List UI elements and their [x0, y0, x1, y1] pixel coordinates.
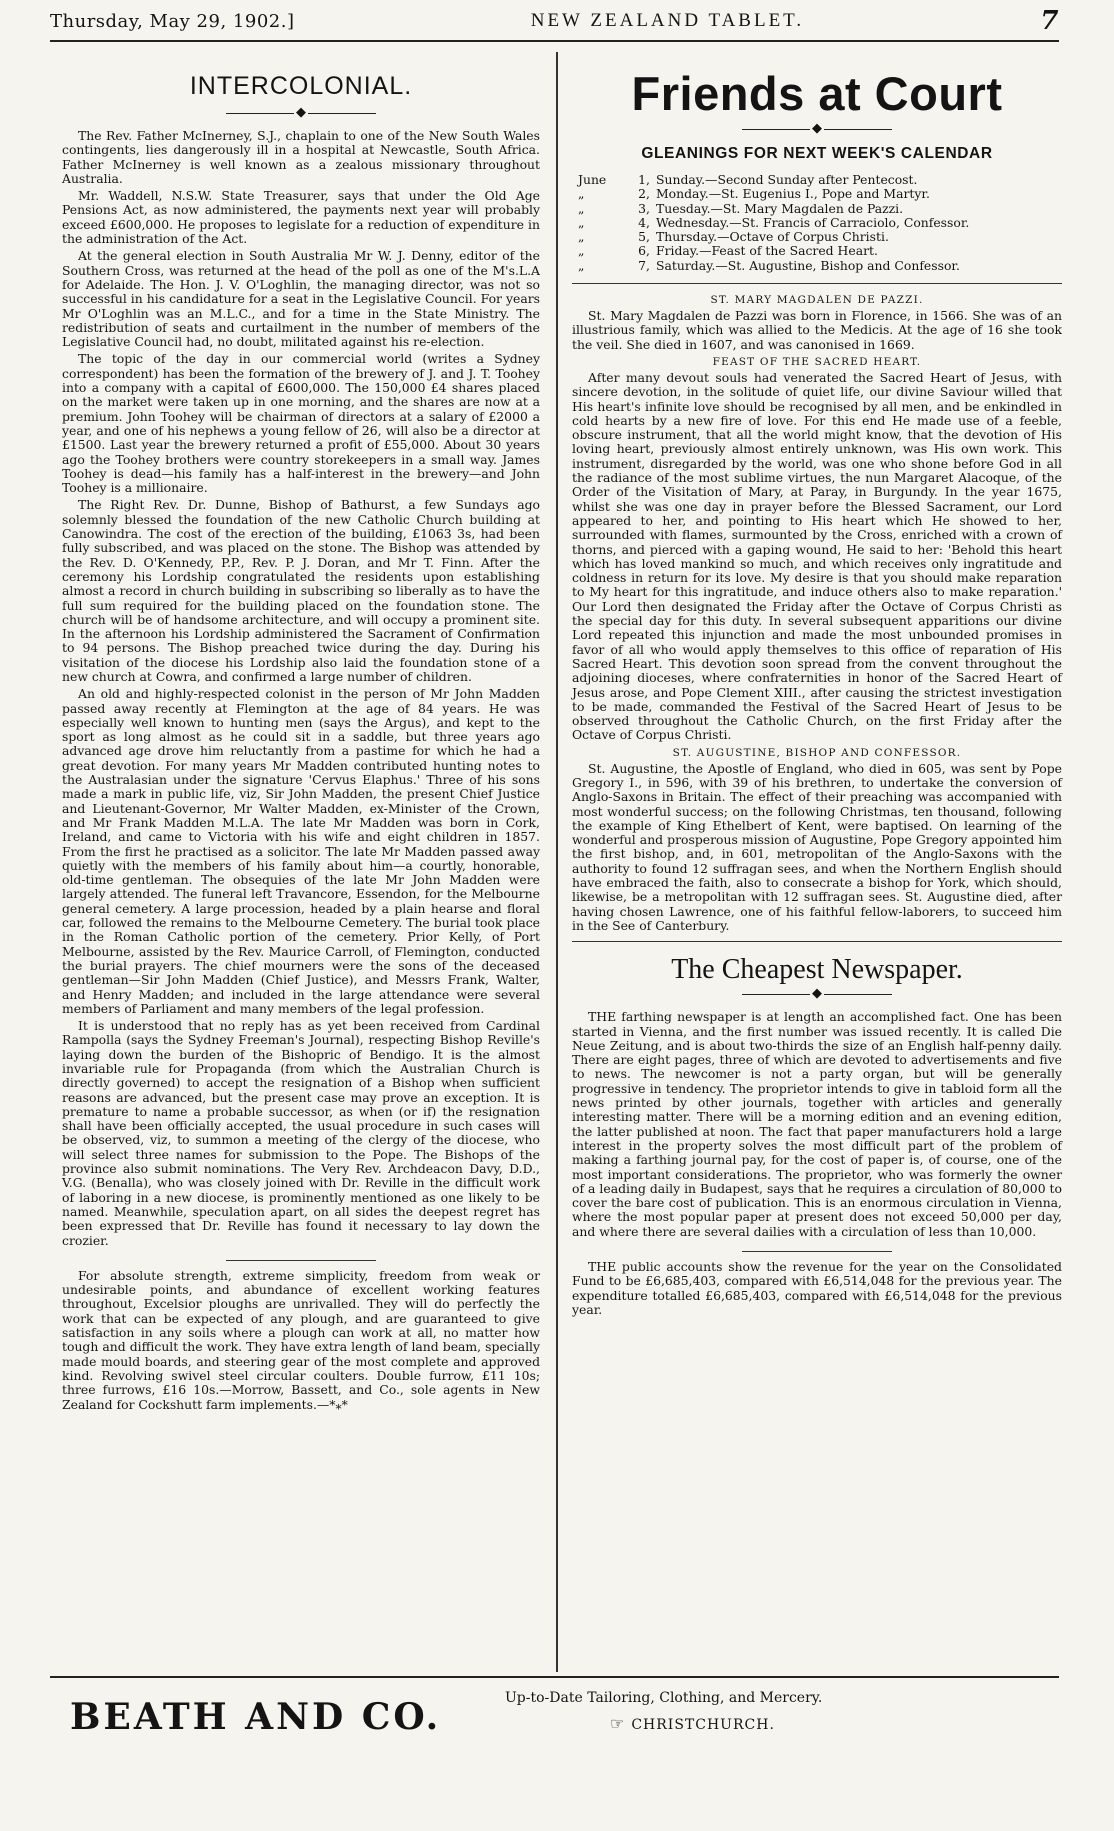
diamond-icon: ◆: [812, 121, 822, 136]
calendar-day: 7,: [638, 257, 650, 273]
calendar-day: 1,: [638, 172, 650, 187]
article-paragraph: St. Mary Magdalen de Pazzi was born in Florence, in 1566. She was of an illustrious family, which was allied to the Medicis. At the age of 16 she took the veil. She died in 1607, and was canonised in 1669.: [572, 308, 1062, 352]
advertiser-city: CHRISTCHURCH.: [631, 1717, 775, 1733]
calendar-month: „: [578, 186, 585, 202]
calendar-day: 5,: [638, 229, 650, 245]
article-paragraph: The topic of the day in our commercial world (writes a Sydney correspondent) has been the formation of the brewery of J. and J. T. Toohey into a company with a capital of £600,000. The 150,000 £4 shares placed on the market were taken up in one morning, and the shares are now at a premium. John Toohey will be chairman of directors at a salary of £2000 a year, and one of his nephews a young fellow of 26, will also be a director at £1500. Last year the brewery returned a profit of £55,000. About 30 years ago the Toohey brothers were country storekeepers in a small way. James Toohey is dead—his family has a half-interest in the brewery—and John Toohey is a millionaire.: [62, 351, 540, 496]
ornament-rule: [226, 107, 376, 121]
article-paragraph: Mr. Waddell, N.S.W. State Treasurer, says that under the Old Age Pensions Act, as now administered, the payments next year will probably exceed £600,000. He proposes to legislate for a reduction of expenditure in the administration of the Act.: [62, 188, 540, 247]
calendar-row: [572, 202, 1062, 216]
article-paragraph: An old and highly-respected colonist in the person of Mr John Madden passed away recently at Flemington at the age of 84 years. He was especially well known to hunting men (says the Argus), and kept to the sport as long almost as he could sit in a saddle, but three years ago advanced age drove him reluctantly from a pastime for which he had a great devotion. For many years Mr Madden contributed hunting notes to the Australasian under the signature 'Cervus Elaphus.' Three of his sons made a mark in public life, viz, Sir John Madden, the present Chief Justice and Lieutenant-Governor, Mr Walter Madden, ex-Minister of the Crown, and Mr Frank Madden M.L.A. The late Mr Madden was born in Cork, Ireland, and came to Victoria with his wife and eight children in 1857. From the first he practised as a solicitor. The late Mr Madden passed away quietly with the members of his family about him—a courtly, honorable, old-time gentleman. The obsequies of the late Mr John Madden were largely attended. The funeral left Travancore, Essendon, for the Melbourne general cemetery. A large procession, headed by a plain hearse and floral car, followed the remains to the Melbourne Cemetery. The burial took place in the Roman Catholic portion of the cemetery. Prior Kelly, of Port Melbourne, assisted by the Rev. Maurice Carroll, of Flemington, conducted the burial prayers. The chief mourners were the sons of the deceased gentleman—Sir John Madden (Chief Justice), and Messrs Frank, Walter, and Henry Madden; and included in the large attendance were several members of Parliament and many members of the legal profession.: [62, 686, 540, 1016]
header-date: Thursday, May 29, 1902.]: [50, 10, 295, 32]
section-rule: [226, 1260, 376, 1261]
calendar-entry: Monday.—St. Eugenius I., Pope and Martyr.: [656, 186, 930, 202]
masthead-title: NEW ZEALAND TABLET.: [530, 10, 805, 31]
section-rule: [572, 941, 1062, 942]
calendar-entry: Wednesday.—St. Francis of Carraciolo, Confessor.: [656, 214, 970, 230]
calendar-month: „: [578, 200, 585, 216]
ornament-rule: [742, 123, 892, 137]
diamond-icon: ◆: [296, 105, 306, 120]
calendar-entry: Friday.—Feast of the Sacred Heart.: [656, 243, 878, 259]
calendar-row: [572, 230, 1062, 244]
article-paragraph: THE farthing newspaper is at length an accomplished fact. One has been started in Vienna, and the first number was issued recently. It is called Die Neue Zeitung, and is about two-thirds the size of an English half-penny daily. There are eight pages, three of which are devoted to advertisements and five to news. The newcomer is not a party organ, but will be generally progressive in tendency. The proprietor intends to give in tabloid form all the news printed by other journals, together with articles and generally interesting matter. There will be a morning edition and an evening edition, the latter published at noon. The fact that paper manufacturers hold a large interest in the property solves the most difficult part of the problem of making a farthing journal pay, for the cost of paper is, of course, one of the most important considerations. The proprietor, who was formerly the owner of a leading daily in Budapest, says that he requires a circulation of 80,000 to cover the bare cost of publication. This is an enormous circulation in Vienna, where the most popular paper at present does not exceed 50,000 per day, and where there are several dailies with a circulation of less than 10,000.: [572, 1009, 1062, 1239]
article-paragraph: The Rev. Father McInerney, S.J., chaplain to one of the New South Wales contingents, lies dangerously ill in a hospital at Newcastle, South Africa. Father McInerney is well known as a zealous missionary throughout Australia.: [62, 128, 540, 186]
calendar-row: [572, 187, 1062, 201]
calendar-month: „: [578, 229, 585, 245]
section-title: FEAST OF THE SACRED HEART.: [712, 355, 922, 368]
calendar-month: „: [578, 257, 585, 273]
calendar-entry: Thursday.—Octave of Corpus Christi.: [656, 229, 889, 245]
article-paragraph: THE public accounts show the revenue for the year on the Consolidated Fund to be £6,685,403, compared with £6,514,048 for the previous year. The expenditure totalled £6,685,403, compared with £6,514,048 for the previous year.: [572, 1259, 1062, 1317]
calendar-entry: Saturday.—St. Augustine, Bishop and Confessor.: [656, 257, 960, 273]
plough-advertisement: For absolute strength, extreme simplicity, freedom from weak or undesirable points, and abundance of excellent working features throughout, Excelsior ploughs are unrivalled. They will do perfectly the work that can be expected of any plough, and are guaranteed to give satisfaction in any soils where a plough can work at all, no matter how tough and difficult the work. They have extra length of land beam, specially made mould boards, and steering gear of the most complete and approved kind. Revolving swivel steel circular coulters. Double furrow, £11 10s; three furrows, £16 10s.—Morrow, Bassett, and Co., sole agents in New Zealand for Cockshutt farm implements.—*⁎*: [62, 1267, 540, 1412]
footer-rule: [50, 1676, 1059, 1678]
calendar-day: 2,: [638, 186, 650, 202]
pointing-hand-icon: ☞: [610, 1714, 626, 1733]
article-paragraph: St. Augustine, the Apostle of England, who died in 605, was sent by Pope Gregory I., in 596, with 39 of his brethren, to undertake the conversion of Anglo-Saxons in Britain. The effect of their preaching was accompanied with most wonderful success; on the following Christmas, ten thousand, following the example of King Ethelbert of Kent, were baptised. On learning of the wonderful and prosperous mission of Augustine, Pope Gregory appointed him the first bishop, and, in 601, metropolitan of the Anglo-Saxons with the authority to found 12 suffragan sees, and when the Northern English should have embraced the faith, also to consecrate a bishop for York, which should, likewise, be a metropolitan with 12 suffragan sees. St. Augustine died, after having chosen Lawrence, one of his faithful fellow-laborers, to succeed him in the See of Canterbury.: [572, 760, 1062, 933]
calendar-day: 4,: [638, 214, 650, 230]
article-paragraph: It is understood that no reply has as yet been received from Cardinal Rampolla (says the Sydney Freeman's Journal), respecting Bishop Reville's laying down the burden of the Bishopric of Bendigo. It is the almost invariable rule for Propaganda (from which the Australian Church is directly governed) to accept the resignation of a Bishop when sufficient reasons are advanced, but the present case may prove an exception. It is premature to name a probable successor, as when (or if) the resignation shall have been officially accepted, the usual procedure in such cases will be observed, viz, to summon a meeting of the clergy of the diocese, who will select three names for submission to the Pope. The Bishops of the province also submit nominations. The Very Rev. Archdeacon Davy, D.D., V.G. (Benalla), who was closely joined with Dr. Reville in the difficult work of laboring in a new diocese, is prominently mentioned as one likely to be named. Meanwhile, speculation apart, on all sides the deepest regret has been expressed that Dr. Reville has found it necessary to lay down the crozier.: [62, 1018, 540, 1248]
calendar-subheading: GLEANINGS FOR NEXT WEEK'S CALENDAR: [641, 145, 993, 162]
calendar-row: [572, 216, 1062, 230]
header-rule: [50, 40, 1059, 42]
article-paragraph: The Right Rev. Dr. Dunne, Bishop of Bathurst, a few Sundays ago solemnly blessed the foundation of the new Catholic Church building at Canowindra. The cost of the erection of the building, £1063 3s, had been fully subscribed, and was placed on the stone. The Bishop was attended by the Rev. D. O'Kennedy, P.P., Rev. P. J. Doran, and Mr T. Finn. After the ceremony his Lordship congratulated the residents upon establishing almost a record in church building in subscribing so liberally as to have the full sum required for the building placed on the foundation stone. The church will be of handsome architecture, and will occupy a prominent site. In the afternoon his Lordship administered the Sacrament of Confirmation to 94 persons. The Bishop preached twice during the day. During his visitation of the diocese his Lordship also laid the foundation stone of a new church at Cowra, and confirmed a large number of children.: [62, 497, 540, 684]
article-paragraph: After many devout souls had venerated the Sacred Heart of Jesus, with sincere devotion, in the solitude of quiet life, our divine Saviour willed that His heart's infinite love should be recognised by all men, and be enkindled in cold hearts by a new fire of love. For this end He made use of a feeble, obscure instrument, that all the world might know, that the devotion of His loving heart, previously almost entirely unknown, was His own work. This instrument, disregarded by the world, was one who shone before God in all the radiance of the most sublime virtues, the nun Margaret Alacoque, of the Order of the Visitation of Mary, at Paray, in Burgundy. In the year 1675, whilst she was one day in prayer before the Blessed Sacrament, our Lord appeared to her, and pointing to His heart which He showed to her, surrounded with flames, surmounted by the Cross, enriched with a crown of thorns, and pierced with a gaping wound, He said to her: 'Behold this heart which has loved mankind so much, and which receives only ingratitude and coldness in return for its love. My desire is that you should make reparation to My heart for this ingratitude, and induce others also to make reparation.' Our Lord then designated the Friday after the Octave of Corpus Christi as the special day for this duty. In several subsequent apparitions our divine Lord repeated this injunction and made the most unbounded promises in favor of all who would apply themselves to this office of reparation of His Sacred Heart. This devotion soon spread from the convent throughout the adjoining dioceses, where confraternities in honor of the Sacred Heart of Jesus arose, and Pope Clement XIII., after causing the strictest investigation to be made, commanded the Festival of the Sacred Heart of Jesus to be observed throughout the Catholic Church, on the first Friday after the Octave of Corpus Christi.: [572, 369, 1062, 743]
column-divider: [556, 52, 558, 1672]
advertiser-tagline: Up-to-Date Tailoring, Clothing, and Mercery.: [505, 1690, 823, 1706]
page-header: [50, 6, 1059, 36]
calendar-row: [572, 173, 1062, 187]
diamond-icon: ◆: [812, 986, 822, 1002]
section-rule: [572, 283, 1062, 284]
friends-at-court-heading: Friends at Court: [631, 67, 1003, 120]
section-title: ST. AUGUSTINE, BISHOP AND CONFESSOR.: [672, 746, 962, 759]
calendar-day: 3,: [638, 200, 650, 216]
advertisement-footer: [50, 1684, 1059, 1754]
intercolonial-heading: INTERCOLONIAL.: [189, 72, 413, 100]
article-paragraph: At the general election in South Australia Mr W. J. Denny, editor of the Southern Cross, was returned at the head of the poll as one of the M's.L.A for Adelaide. The Hon. J. V. O'Loghlin, the managing director, was not so successful in his candidature for a seat in the Legislative Council. For years Mr O'Loghlin was an M.L.C., and for a time in the State Ministry. The redistribution of seats and curtailment in the number of members of the Legislative Council had, no doubt, militated against his re-election.: [62, 248, 540, 350]
calendar-month: „: [578, 214, 585, 230]
calendar-row: [572, 259, 1062, 273]
calendar-month: „: [578, 243, 585, 259]
cheapest-newspaper-heading: The Cheapest Newspaper.: [671, 954, 963, 986]
ornament-rule: [742, 988, 892, 1002]
right-column: [572, 58, 1062, 1320]
section-title: ST. MARY MAGDALEN DE PAZZI.: [710, 294, 924, 307]
calendar-row: [572, 244, 1062, 258]
advertiser-brand: BEATH AND CO.: [70, 1696, 442, 1738]
calendar-entry: Tuesday.—St. Mary Magdalen de Pazzi.: [656, 200, 904, 216]
calendar-list: [572, 173, 1062, 273]
left-column: [62, 58, 540, 1415]
calendar-month: June: [578, 172, 607, 187]
section-rule: [742, 1251, 892, 1252]
advertiser-city-line: [610, 1714, 775, 1733]
calendar-entry: Sunday.—Second Sunday after Pentecost.: [656, 172, 918, 187]
calendar-day: 6,: [638, 243, 650, 259]
page-number: 7: [1040, 6, 1059, 36]
